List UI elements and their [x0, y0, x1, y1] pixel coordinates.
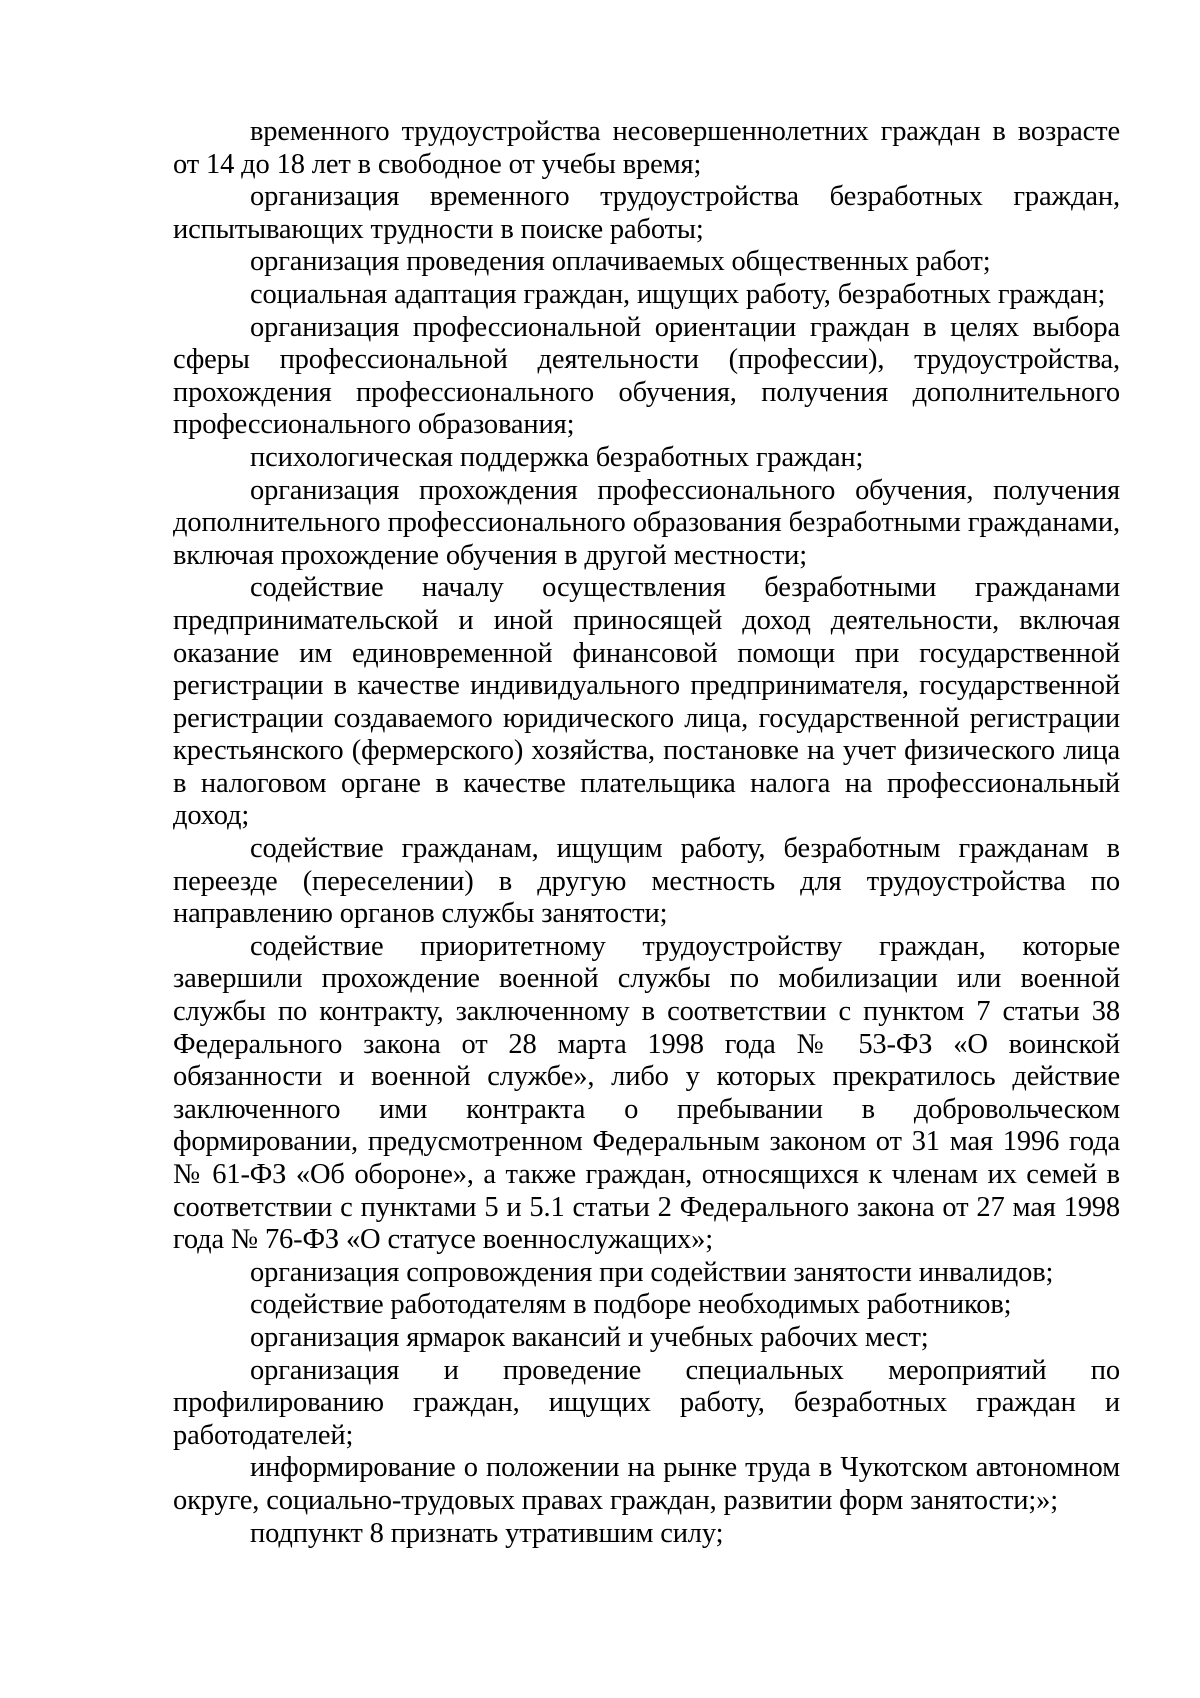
paragraph-career-orientation: организация профессиональной ориентации граждан в целях выбора сферы профессиональной деятельности (профессии), трудоустройства, прохождения профессионального обучения, получения дополнительного профессионального образования;: [173, 311, 1120, 441]
paragraph-minor-employment: временного трудоустройства несовершеннолетних граждан в возрасте от 14 до 18 лет в свободное от учебы время;: [173, 116, 1120, 180]
paragraph-professional-training: организация прохождения профессионального обучения, получения дополнительного профессионального образования безработными гражданами, включая прохождение обучения в другой местности;: [173, 474, 1120, 571]
paragraph-relocation: содействие гражданам, ищущим работу, безработным гражданам в переезде (переселении) в другую местность для трудоустройства по направлению органов службы занятости;: [173, 833, 1120, 930]
paragraph-temporary-employment: организация временного трудоустройства безработных граждан, испытывающих трудности в поиске работы;: [173, 181, 1120, 245]
paragraph-disabled-support: организация сопровождения при содействии занятости инвалидов;: [250, 1256, 1054, 1288]
paragraph-employer-assistance: содействие работодателям в подборе необходимых работников;: [250, 1289, 1012, 1321]
paragraph-job-fairs: организация ярмарок вакансий и учебных рабочих мест;: [250, 1321, 929, 1353]
paragraph-subclause-8: подпункт 8 признать утратившим силу;: [250, 1517, 724, 1549]
paragraph-priority-employment: содействие приоритетному трудоустройству граждан, которые завершили прохождение военной службы по мобилизации или военной службы по контракту, заключенному в соответствии с пунктом 7 статьи 38 Федерального закона от 28 марта 1998 года № 53-ФЗ «О воинской обязанности и военной службе», либо у которых прекратилось действие заключенного ими контракта о пребывании в добровольческом формировании, предусмотренном Федеральным законом от 31 мая 1996 года № 61-ФЗ «Об обороне», а также граждан, относящихся к членам их семей в соответствии с пунктами 5 и 5.1 статьи 2 Федерального закона от 27 мая 1998 года № 76-ФЗ «О статусе военнослужащих»;: [173, 930, 1120, 1256]
paragraph-labor-market-info: информирование о положении на рынке труда в Чукотском автономном округе, социально-трудовых правах граждан, развитии форм занятости;»;: [173, 1452, 1120, 1516]
paragraph-public-works: организация проведения оплачиваемых общественных работ;: [250, 246, 991, 278]
paragraph-psychological-support: психологическая поддержка безработных граждан;: [250, 441, 864, 473]
paragraph-profiling: организация и проведение специальных мероприятий по профилированию граждан, ищущих работу, безработных граждан и работодателей;: [173, 1354, 1120, 1451]
paragraph-entrepreneurship: содействие началу осуществления безработными гражданами предпринимательской и иной приносящей доход деятельности, включая оказание им единовременной финансовой помощи при государственной регистрации в качестве индивидуального предпринимателя, государственной регистрации создаваемого юридического лица, государственной регистрации крестьянского (фермерского) хозяйства, постановке на учет физического лица в налоговом органе в качестве плательщика налога на профессиональный доход;: [173, 572, 1120, 832]
paragraph-social-adaptation: социальная адаптация граждан, ищущих работу, безработных граждан;: [250, 278, 1106, 310]
document-body: [173, 116, 1120, 1550]
